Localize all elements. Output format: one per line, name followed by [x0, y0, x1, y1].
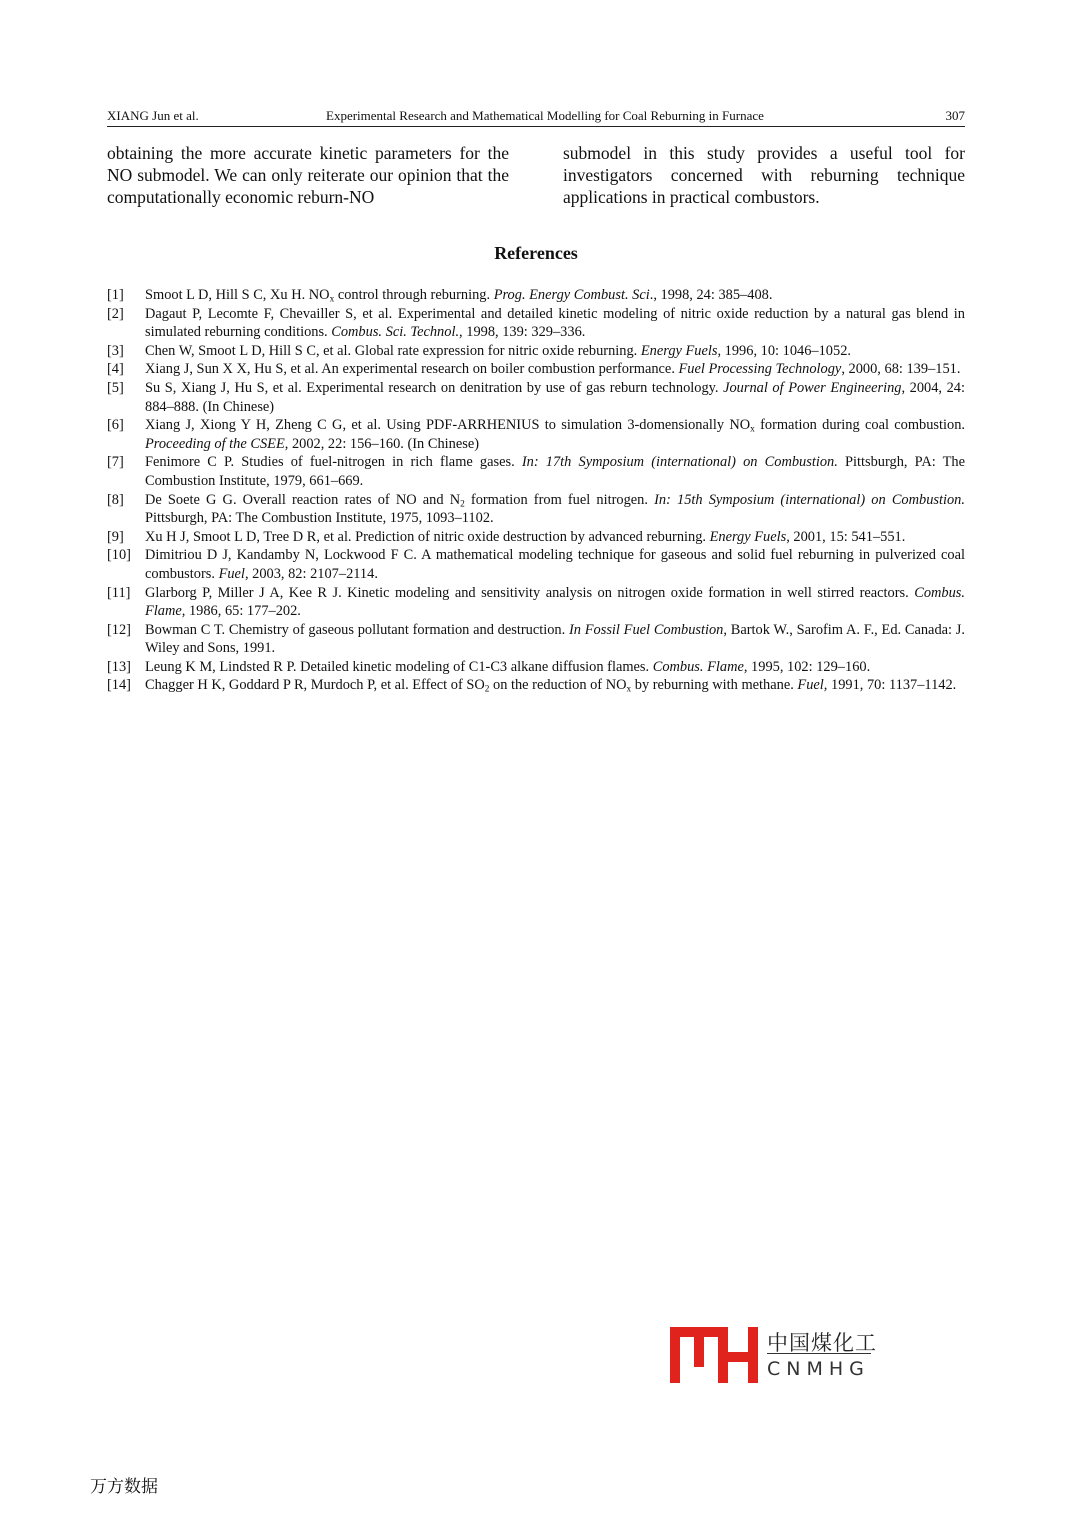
journal-name: Fuel [218, 565, 245, 582]
reference-item: [12] Bowman C T. Chemistry of gaseous pollutant formation and destruction. In Fossil Fuel Combustion, Bartok W., Sarofim A. F., Ed. Canada: J. Wiley and Sons, 1991. [107, 621, 965, 657]
journal-name: In: 15th Symposium (international) on Combustion. [654, 491, 965, 508]
reference-number: [2] [107, 305, 124, 322]
reference-list [107, 286, 965, 695]
reference-number: [14] [107, 677, 131, 694]
reference-number: [6] [107, 417, 124, 434]
reference-number: [4] [107, 361, 124, 378]
reference-item: [11] Glarborg P, Miller J A, Kee R J. Kinetic modeling and sensitivity analysis on nitrogen oxide formation in well stirred reactors. Combus. Flame, 1986, 65: 177–202. [107, 584, 965, 620]
reference-item: [6] Xiang J, Xiong Y H, Zheng C G, et al. Using PDF-ARRHENIUS to simulation 3-domensionally $NO_x$ formation during coal combustion. Proceeding of the CSEE, 2002, 22: 156–160. (In Chinese) [107, 417, 965, 452]
references-heading: References [494, 243, 578, 263]
journal-name: In: 17th Symposium (international) on Combustion. [521, 454, 838, 471]
body-text-left-column: obtaining the more accurate kinetic parameters for the NO submodel. We can only reiterate our opinion that the computationally economic reburn-NO [107, 143, 509, 207]
reference-number: [1] [107, 287, 124, 303]
journal-name: Combus. Sci. Technol. [331, 324, 460, 341]
reference-item: [14] Chagger H K, Goddard P R, Murdoch P, et al. Effect of $SO_2$ on the reduction of $NO_x$ by reburning with methane. Fuel, 1991, 70: 1137–1142. [107, 677, 957, 695]
journal-name: Combus. Flame [652, 658, 744, 675]
body-text-right-column: submodel in this study provides a useful tool for investigators concerned with reburning technique applications in practical combustors. [563, 143, 965, 207]
logo-name-en: CNMHG [767, 1358, 870, 1380]
reference-item: [4] Xiang J, Sun X X, Hu S, et al. An experimental research on boiler combustion performance. Fuel Processing Technology, 2000, 68: 139–151. [107, 361, 961, 378]
running-header [107, 106, 965, 127]
journal-name: Fuel, [797, 677, 828, 694]
footer-watermark: 万方数据 [90, 1477, 158, 1497]
logo-name-cn: 中国煤化工 [767, 1331, 877, 1355]
reference-item: [7] Fenimore C P. Studies of fuel-nitrogen in rich flame gases. In: 17th Symposium (international) on Combustion. Pittsburgh, PA: The Combustion Institute, 1979, 661–669. [107, 454, 965, 489]
reference-item: [3] Chen W, Smoot L D, Hill S C, et al. Global rate expression for nitric oxide reburning. Energy Fuels, 1996, 10: 1046–1052. [107, 342, 851, 359]
reference-item: [9] Xu H J, Smoot L D, Tree D R, et al. Prediction of nitric oxide destruction by advanced reburning. Energy Fuels, 2001, 15: 541–551. [107, 528, 906, 545]
journal-name: Combus. Flame, [145, 584, 965, 620]
reference-number: [13] [107, 658, 131, 675]
journal-name: Energy Fuels [640, 342, 718, 359]
reference-item: [2] Dagaut P, Lecomte F, Chevailler S, et al. Experimental and detailed kinetic modeling of nitric oxide reduction by a natural gas blend in simulated reburning conditions. Combus. Sci. Technol., 1998, 139: 329–336. [107, 305, 965, 341]
reference-number: [8] [107, 491, 124, 508]
journal-name: Prog. Energy Combust. Sci [493, 287, 650, 303]
reference-number: [10] [107, 547, 131, 564]
reference-item: [8] De Soete G G. Overall reaction rates of NO and $N_2$ formation from fuel nitrogen. In: 15th Symposium (international) on Combustion. Pittsburgh, PA: The Combustion Institute, 1975, 1093–1102. [107, 491, 965, 527]
mh-logo-mark-icon [670, 1325, 762, 1387]
reference-number: [12] [107, 621, 131, 638]
page-number: 307 [945, 108, 965, 123]
reference-item: [1] Smoot L D, Hill S C, Xu H. $NO_x$ control through reburning. Prog. Energy Combust. Sci., 1998, 24: 385–408. [107, 287, 773, 305]
journal-name: In Fossil Fuel Combustion [568, 621, 724, 638]
journal-name: Energy Fuels [709, 528, 787, 545]
reference-item: [10] Dimitriou D J, Kandamby N, Lockwood F C. A mathematical modeling technique for gaseous and solid fuel reburning in pulverized coal combustors. Fuel, 2003, 82: 2107–2114. [107, 547, 965, 582]
header-title: Experimental Research and Mathematical Modelling for Coal Reburning in Furnace [326, 108, 764, 123]
journal-name: Proceeding of the CSEE [145, 435, 285, 452]
reference-item: [13] Leung K M, Lindsted R P. Detailed kinetic modeling of C1-C3 alkane diffusion flames. Combus. Flame, 1995, 102: 129–160. [107, 658, 871, 675]
reference-number: [3] [107, 342, 124, 359]
reference-item: [5] Su S, Xiang J, Hu S, et al. Experimental research on denitration by use of gas reburn technology. Journal of Power Engineering, 2004, 24: 884–888. (In Chinese) [107, 379, 965, 415]
journal-name: Fuel Processing Technology [678, 361, 842, 378]
reference-number: [7] [107, 454, 124, 471]
reference-number: [5] [107, 379, 124, 396]
header-author: XIANG Jun et al. [107, 108, 199, 123]
reference-number: [9] [107, 528, 124, 545]
journal-name: Journal of Power Engineering [723, 379, 902, 396]
cnmhg-logo [670, 1325, 880, 1387]
reference-number: [11] [107, 584, 131, 601]
